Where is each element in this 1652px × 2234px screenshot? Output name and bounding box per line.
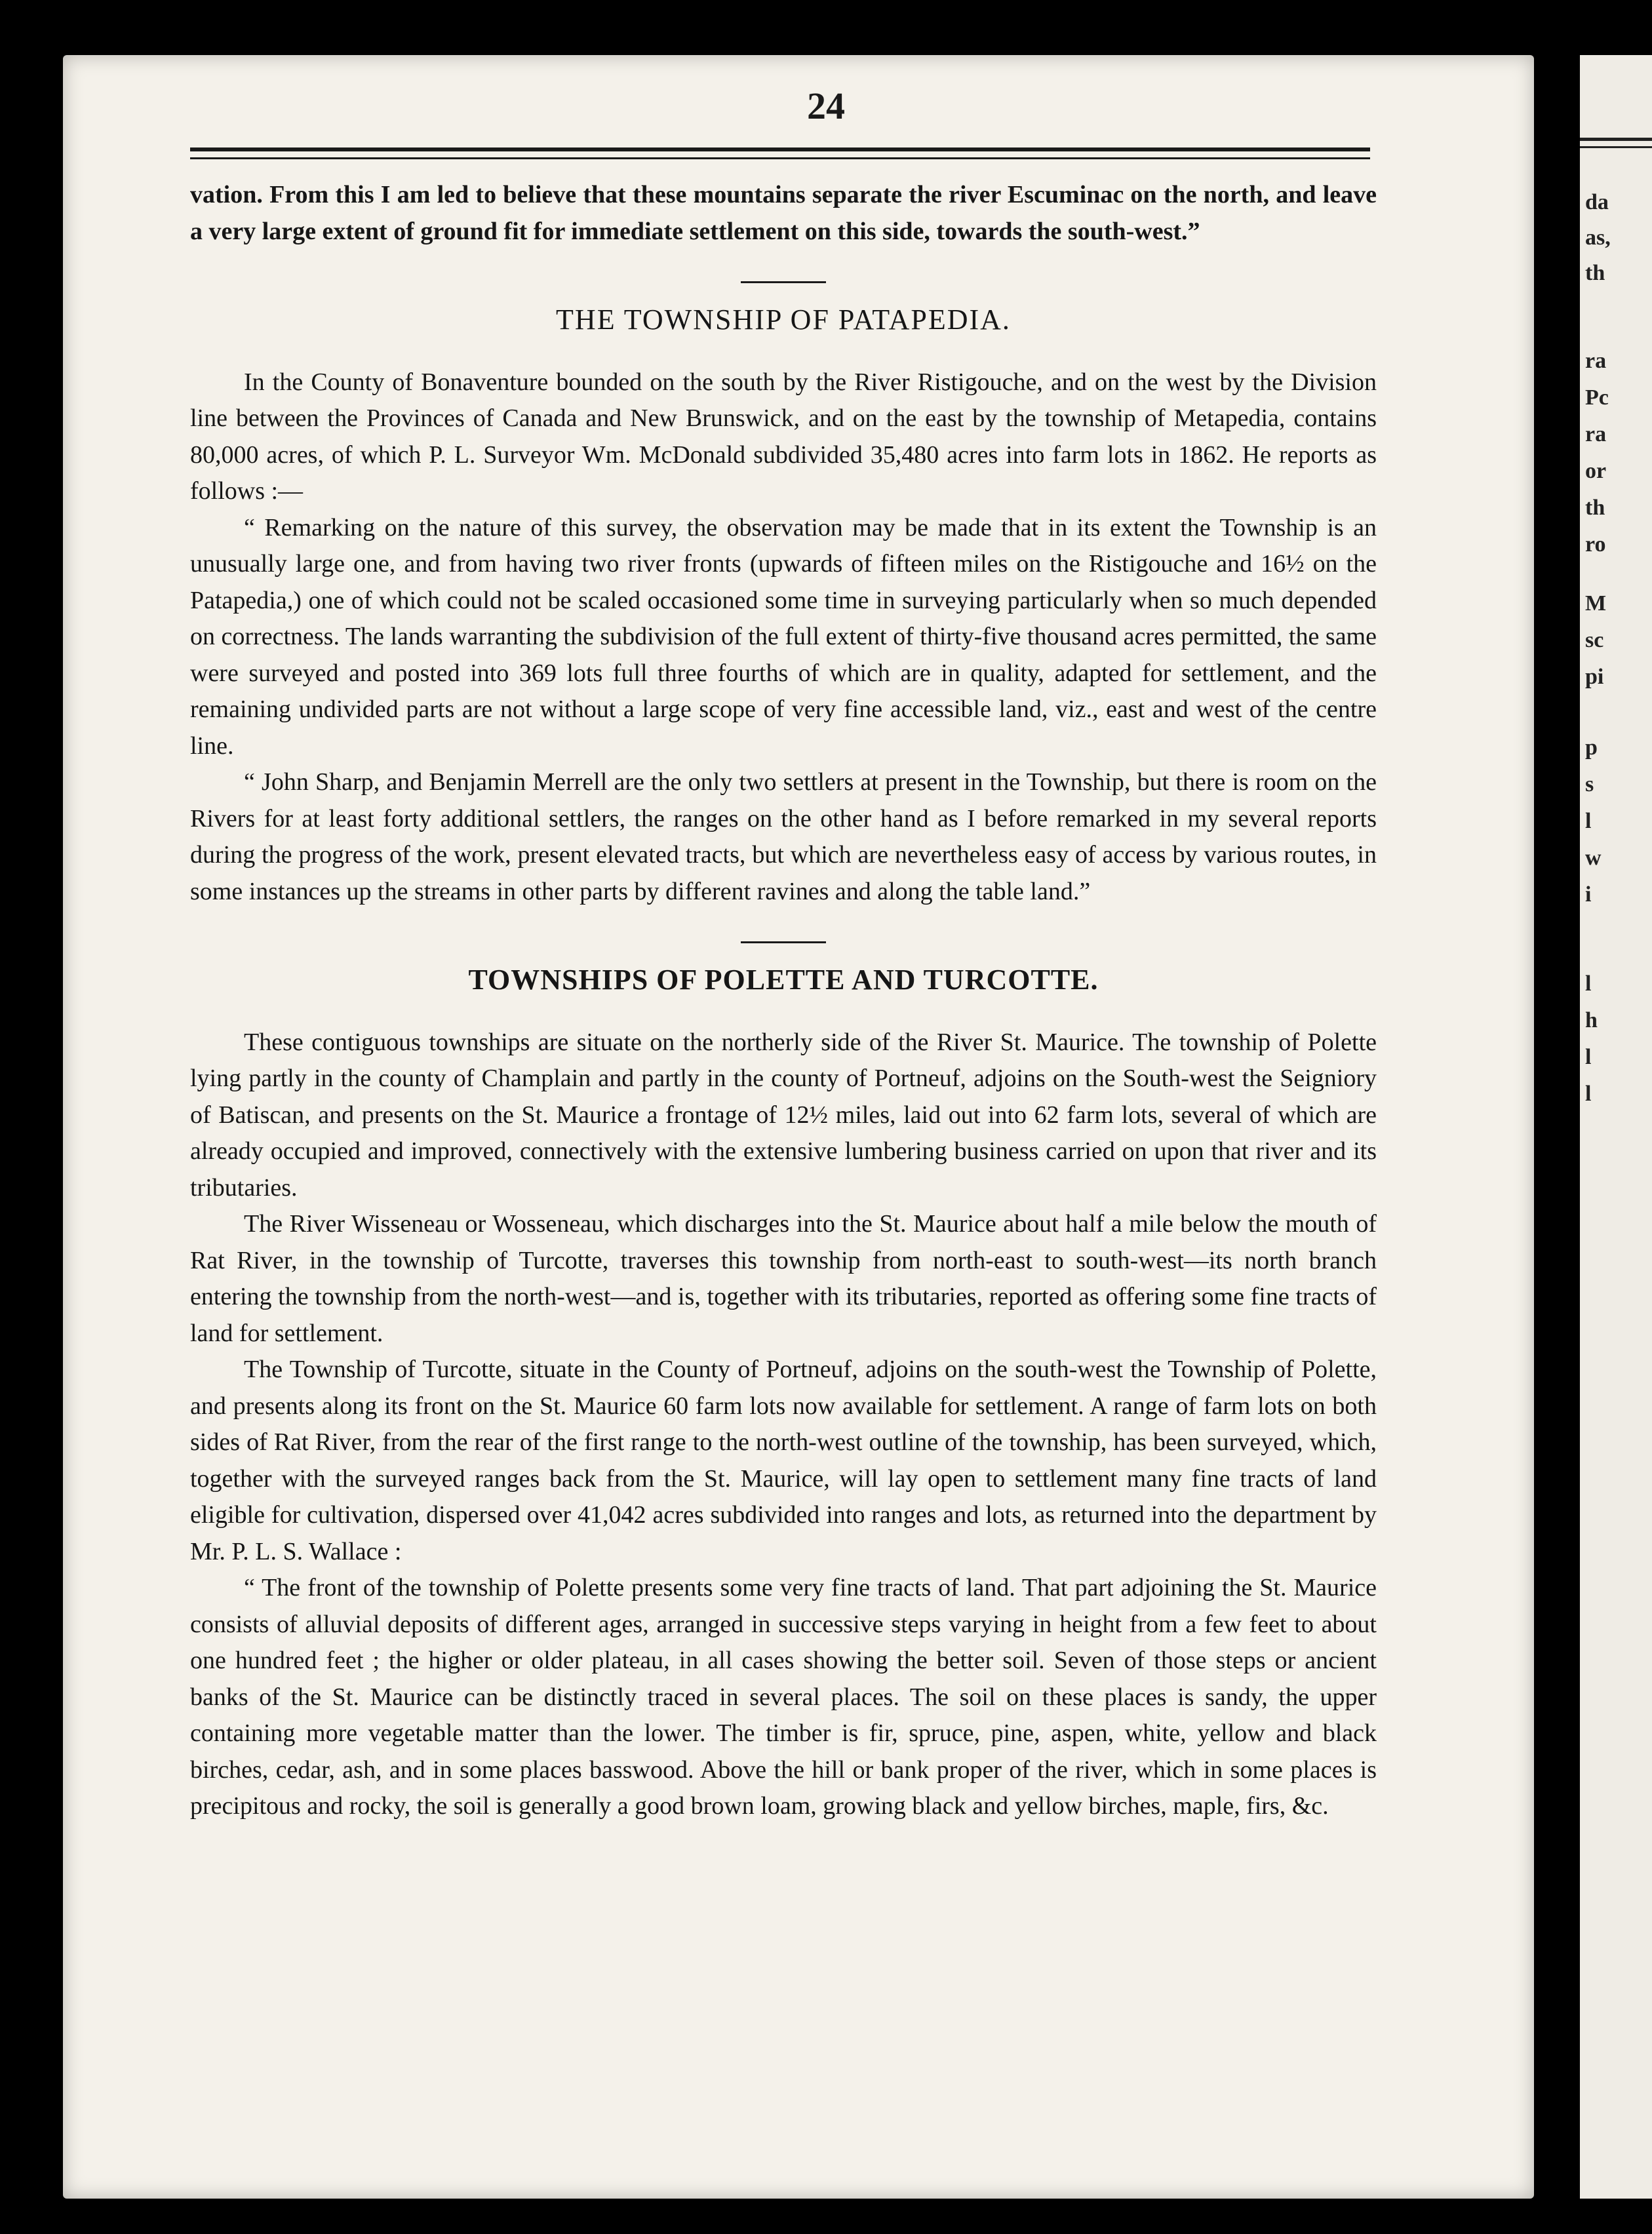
section-divider xyxy=(741,941,826,943)
adjacent-fragment: pi xyxy=(1585,665,1604,689)
adjacent-fragment: th xyxy=(1585,496,1605,520)
adjacent-fragment: ra xyxy=(1585,422,1607,446)
section-divider xyxy=(741,281,826,283)
header-rule xyxy=(190,147,1370,159)
patapedia-paragraph: “ Remarking on the nature of this survey, the observation may be made that in its extent the Township is an unusually large one, and from having two river fronts (upwards of fifteen miles on the Ristigouche and 16½ on the Patapedia,) one of which could not be scaled occasioned some time in surveying particularly when so much depended on correctness. The lands warranting the subdivision of the full extent of thirty-five thousand acres permitted, the same were surveyed and posted into 369 lots full three fourths of which are in quality, adapted for settlement, and the remaining undivided parts are not without a large scope of very fine accessible land, viz., east and west of the centre line. xyxy=(190,513,1377,760)
page-body xyxy=(190,177,1377,1825)
adjacent-fragment: l xyxy=(1585,1045,1592,1069)
adjacent-fragment: ro xyxy=(1585,532,1606,557)
adjacent-fragment: M xyxy=(1585,591,1607,616)
adjacent-page-edge xyxy=(1580,55,1652,2199)
adjacent-fragment: sc xyxy=(1585,628,1604,652)
adjacent-fragment: as, xyxy=(1585,225,1611,250)
patapedia-paragraph: “ John Sharp, and Benjamin Merrell are the only two settlers at present in the Township, but there is room on the Rivers for at least forty additional settlers, the ranges on the other hand as I before remarked in my several reports during the progress of the work, present elevated tracts, but which are nevertheless easy of access by various routes, in some instances up the streams in other parts by different ravines and along the table land.” xyxy=(190,768,1377,905)
adjacent-fragment: th xyxy=(1585,261,1605,285)
adjacent-fragment: p xyxy=(1585,735,1598,760)
adjacent-fragment: i xyxy=(1585,882,1592,907)
section-title-polette-turcotte: TOWNSHIPS OF POLETTE AND TURCOTTE. xyxy=(468,964,1099,996)
section-title-patapedia: THE TOWNSHIP OF PATAPEDIA. xyxy=(556,304,1011,336)
polette-paragraph: The Township of Turcotte, situate in the County of Portneuf, adjoins on the south-west the Township of Polette, and presents along its front on the St. Maurice 60 farm lots now available for settlement. A range of farm lots on both sides of Rat River, from the rear of the first range to the north-west outline of the township, has been surveyed, which, together with the surveyed ranges back from the St. Maurice, will lay open to settlement many fine tracts of land eligible for cultivation, dispersed over 41,042 acres subdivided into ranges and lots, as returned into the department by Mr. P. L. S. Wallace : xyxy=(190,1356,1377,1565)
adjacent-fragment: l xyxy=(1585,971,1592,996)
adjacent-fragment: s xyxy=(1585,772,1594,796)
intro-paragraph: vation. From this I am led to believe that these mountains separate the river Escuminac on the north, and leave a very large extent of ground fit for immediate settlement on this side, towards the south-west.” xyxy=(190,181,1377,245)
adjacent-fragment: Pc xyxy=(1585,385,1609,410)
polette-paragraph: These contiguous townships are situate on the northerly side of the River St. Maurice. The township of Polette lying partly in the county of Champlain and partly in the county of Portneuf, adjoins on the South-west the Seigniory of Batiscan, and presents on the St. Maurice a frontage of 12½ miles, laid out into 62 farm lots, several of which are already occupied and improved, connectively with the extensive lumbering business carried on upon that river and its tributaries. xyxy=(190,1028,1377,1202)
adjacent-fragment: ra xyxy=(1585,349,1607,373)
adjacent-fragment: h xyxy=(1585,1008,1598,1032)
adjacent-fragment: w xyxy=(1585,846,1602,870)
adjacent-fragment: l xyxy=(1585,1082,1592,1106)
adjacent-header-rule xyxy=(1580,138,1652,148)
patapedia-paragraph: In the County of Bonaventure bounded on the south by the River Ristigouche, and on the west by the Division line between the Provinces of Canada and New Brunswick, and on the east by the township of Metapedia, contains 80,000 acres, of which P. L. Surveyor Wm. McDonald subdivided 35,480 acres into farm lots in 1862. He reports as follows :— xyxy=(190,368,1377,505)
page-number: 24 xyxy=(807,85,845,127)
polette-paragraph: “ The front of the township of Polette presents some very fine tracts of land. That part adjoining the St. Maurice consists of alluvial deposits of different ages, arranged in successive steps varying in height from a few feet to about one hundred feet ; the higher or older plateau, in all cases showing the better soil. Seven of those steps or ancient banks of the St. Maurice can be distinctly traced in several places. The soil on these places is sandy, the upper containing more vegetable matter than the lower. The timber is fir, spruce, pine, aspen, white, yellow and black birches, cedar, ash, and in some places basswood. Above the hill or bank proper of the river, which in some places is precipitous and rocky, the soil is generally a good brown loam, growing black and yellow birches, maple, firs, &c. xyxy=(190,1574,1377,1820)
polette-paragraph: The River Wisseneau or Wosseneau, which discharges into the St. Maurice about half a mile below the mouth of Rat River, in the township of Turcotte, traverses this township from north-east to south-west—its north branch entering the township from the north-west—and is, together with its tributaries, reported as offering some fine tracts of land for settlement. xyxy=(190,1210,1377,1347)
adjacent-fragment: da xyxy=(1585,190,1609,214)
adjacent-fragment: or xyxy=(1585,459,1607,483)
adjacent-fragment: l xyxy=(1585,809,1592,833)
